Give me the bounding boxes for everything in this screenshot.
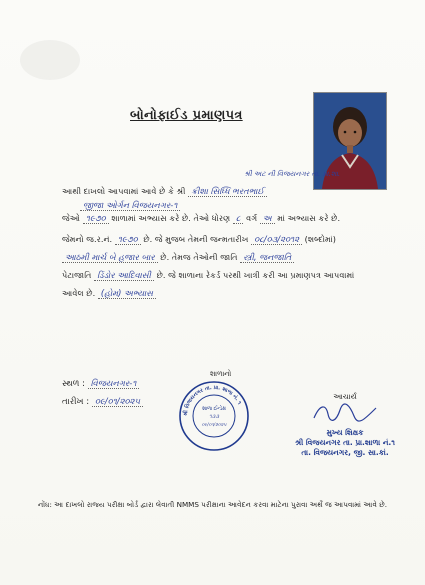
place-value: વિજયનગર-૧ [88,378,140,389]
seal-inner-label: શાળા ઈન્ડેક્ષ [202,407,226,412]
purpose: (હોમ) અભ્યાસ [98,288,156,299]
date-value: ૦૯/૦૧/૨૦૨૫ [92,396,143,407]
line-6 [62,270,354,281]
place-line [62,378,139,389]
seal-ring-text: શ્રી વિજયનગર તા. પ્રા. શાળા નં. ૧ [182,384,243,417]
signatory-place: તા. વિજયનગર, જી. સા.કાં. [301,448,389,457]
name-overstamp: શ્રી અટ ની વિજયનગર તા. પ્રા.શા. [244,170,341,178]
school-name-handwritten: જીજા ઓર્ગન વિજયનગર-૧ [80,200,180,211]
line-4-suffix: (શબ્દોમાં) [304,234,336,244]
gr-number: ૧૯૭૦ [83,213,109,224]
line-2 [80,200,180,211]
line-3-prefix: જેઓ [62,213,81,223]
student-name: ક્રીશા સિધ્ધિ ભરતભાઈ [188,186,267,197]
certificate-title: બોનોફાઈડ પ્રમાણપત્ર [130,108,243,123]
line-3-mid2: વર્ગ [246,213,258,223]
date-label: તારીખ : [62,397,90,407]
line-6-suffix: છે. જે શાળાના રેકર્ડ પરથી ખાત્રી કરી આ પ્રમાણપત્ર આપવામાં [156,270,355,280]
class-division: અ [260,213,275,224]
line-6-prefix: પેટાજાતિ [62,270,92,280]
date-line [62,396,143,407]
footer-note: નોંધ: આ દાખલો રાજ્ય પરીક્ષા બોર્ડ દ્વારા લેવાતી NMMS પરીક્ષાના આવેદન કરવા માટેના પુરાવા અર્થે જ આપવામાં આવે છે. [38,500,388,509]
caste: સ્ત્રી, જનજાતિ [240,252,294,263]
school-round-seal [178,380,250,452]
paper-smudge [20,40,80,80]
line-4-prefix: જેમનો જ.ર.નં. [62,234,113,244]
place-label: સ્થળ : [62,379,85,389]
line-5 [62,252,294,263]
standard: ૮ [233,213,244,224]
seal-header: શાળાનો [210,370,232,378]
sub-caste: ડિંડોર આદિવાસી [94,270,154,281]
signature-scribble [310,402,380,424]
line-4 [62,234,336,245]
date-of-birth: ૦૮/૦૩/૨૦૧૨ [251,234,302,245]
signatory-title: આચાર્ય [333,392,357,401]
line-3 [62,213,340,224]
signatory-role: મુખ્ય શિક્ષક [326,428,364,437]
line-7 [62,288,156,299]
line-7-prefix: આવેલ છે. [62,288,96,298]
signatory-block [285,392,405,458]
register-number: ૧૯૭૦ [115,234,141,245]
line-1 [62,186,267,197]
signatory-school: શ્રી વિજયનગર તા. પ્રા.શાળા નં.૧ [295,438,395,447]
line-5-mid: છે. તેમજ તેઓની જાતિ [160,252,238,262]
line-1-prefix: આથી દાખલો આપવામાં આવે છે કે શ્રી [62,186,186,196]
dob-in-words: આઠમી માર્ચ બે હજાર બાર [62,252,158,263]
seal-inner-number: ૧૩૩ [208,414,220,420]
line-3-mid: શાળામાં અભ્યાસ કરે છે. તેઓ ધોરણ [111,213,231,223]
seal-inner-date: ૦૯/૦૧/૨૦૨૫ [201,423,227,428]
line-4-mid: છે. જે મુજબ તેમની જન્મતારીખ [143,234,249,244]
line-3-suffix: માં અભ્યાસ કરે છે. [277,213,341,223]
